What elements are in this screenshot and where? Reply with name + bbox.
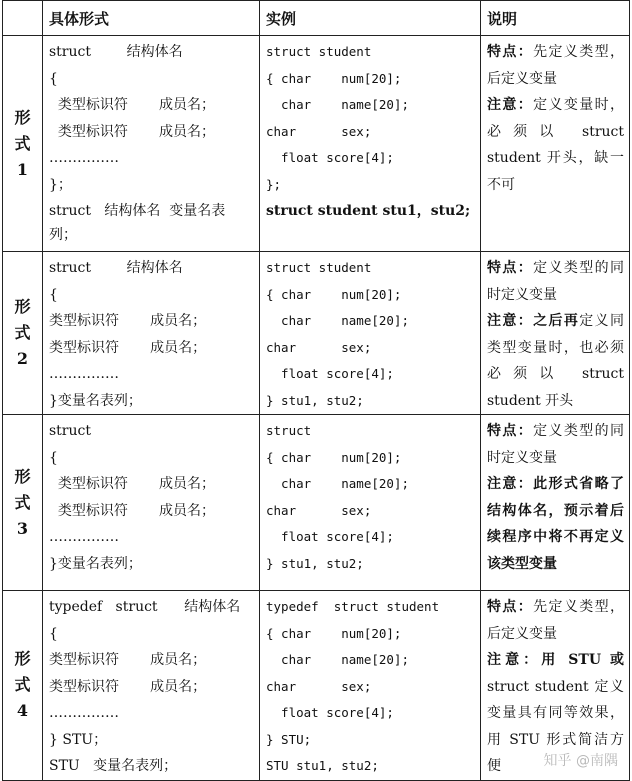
form-line: {	[49, 445, 253, 472]
code-line: float score[4];	[266, 700, 474, 727]
row-label	[3, 591, 43, 781]
header-blank	[3, 1, 43, 36]
form-line: struct 结构体名	[49, 255, 253, 282]
note-title: 特点：	[487, 44, 533, 60]
form-line: STU 变量名表列；	[49, 753, 253, 780]
example-cell	[260, 591, 481, 781]
row-label	[3, 415, 43, 591]
code-line: float score[4];	[266, 361, 474, 388]
note-title: 特点：	[487, 599, 533, 615]
code-line: } STU;	[266, 727, 474, 754]
row-label-char: 式	[3, 490, 42, 516]
code-line: float score[4];	[266, 524, 474, 551]
example-cell	[260, 36, 481, 252]
form-cell	[43, 36, 260, 252]
code-line: };	[266, 172, 474, 199]
code-line: { char num[20];	[266, 282, 474, 309]
note-title: 注意：	[487, 652, 541, 668]
note-text: 定义类型的同时定义变量	[487, 423, 624, 466]
code-line: struct student	[266, 255, 474, 282]
form-line: 列；	[49, 225, 253, 245]
code-line: char name[20];	[266, 647, 474, 674]
note-text: 定义变量时，必须以 struct student 开头，缺一不可	[487, 97, 624, 193]
struct-definition-table	[2, 0, 630, 781]
form-line: 类型标识符 成员名；	[49, 647, 253, 674]
row-label	[3, 36, 43, 252]
header-example: 实例	[260, 1, 481, 36]
code-line: char name[20];	[266, 308, 474, 335]
form-line: {	[49, 66, 253, 93]
code-line: { char num[20];	[266, 66, 474, 93]
row-label-char: 形	[3, 464, 42, 490]
form-line: ……………	[49, 700, 253, 727]
form-line: {	[49, 621, 253, 648]
row-label-char: 式	[3, 131, 42, 157]
table-row	[3, 591, 630, 781]
note-title: 注意：	[487, 476, 533, 492]
code-line: { char num[20];	[266, 621, 474, 648]
table-row	[3, 36, 630, 252]
watermark: 知乎 @南隅	[544, 750, 618, 770]
example-cell	[260, 252, 481, 415]
row-label-char: 式	[3, 672, 42, 698]
note-text: 定义同类型变量时，也必须必须以 struct student 开头	[487, 313, 624, 409]
row-label-char: 形	[3, 294, 42, 320]
code-line: char name[20];	[266, 92, 474, 119]
note-cell	[481, 252, 630, 415]
form-line: struct	[49, 418, 253, 445]
form-line: 类型标识符 成员名；	[49, 119, 253, 146]
table-row	[3, 415, 630, 591]
code-line: char sex;	[266, 498, 474, 525]
code-line: } stu1, stu2;	[266, 388, 474, 415]
form-line: 类型标识符 成员名；	[49, 92, 253, 119]
header-form: 具体形式	[43, 1, 260, 36]
note-emphasis: 用 STU 或	[541, 652, 624, 668]
note-text: struct student 定义变量具有同等效果，用 STU 形式简洁方便	[487, 679, 624, 775]
code-line: char sex;	[266, 674, 474, 701]
note-text: 先定义类型，后定义变量	[487, 599, 624, 642]
code-line: STU stu1, stu2;	[266, 753, 474, 780]
form-line: struct 结构体名 变量名表	[49, 198, 253, 225]
row-label-char: 4	[3, 698, 42, 724]
form-line: } STU；	[49, 727, 253, 754]
code-line: char sex;	[266, 335, 474, 362]
code-line: struct student	[266, 39, 474, 66]
form-line: }；	[49, 172, 253, 199]
form-line: 类型标识符 成员名；	[49, 471, 253, 498]
header-note: 说明	[481, 1, 630, 36]
code-line: char sex;	[266, 119, 474, 146]
note-title: 注意：	[487, 97, 533, 113]
note-emphasis: 此形式省略了结构体名，预示着后续程序中将不再定义该类型变量	[487, 476, 624, 572]
form-line: 类型标识符 成员名；	[49, 308, 253, 335]
code-line: struct student stu1，stu2;	[266, 198, 474, 225]
example-cell	[260, 415, 481, 591]
row-label-char: 式	[3, 320, 42, 346]
note-emphasis: 之后再	[533, 313, 579, 329]
form-line: ……………	[49, 361, 253, 388]
note-cell	[481, 415, 630, 591]
code-line: typedef struct student	[266, 594, 474, 621]
row-label-char: 1	[3, 157, 42, 183]
form-cell	[43, 252, 260, 415]
table-row	[3, 252, 630, 415]
code-line: char name[20];	[266, 471, 474, 498]
form-line: }变量名表列；	[49, 388, 253, 415]
code-line: struct	[266, 418, 474, 445]
form-line: typedef struct 结构体名	[49, 594, 253, 621]
code-line: float score[4];	[266, 145, 474, 172]
note-title: 注意：	[487, 313, 533, 329]
note-title: 特点：	[487, 423, 533, 439]
form-line: 类型标识符 成员名；	[49, 674, 253, 701]
form-line: struct 结构体名	[49, 39, 253, 66]
note-title: 特点：	[487, 260, 533, 276]
note-text: 先定义类型，后定义变量	[487, 44, 624, 87]
form-line: }变量名表列；	[49, 551, 253, 578]
row-label-char: 3	[3, 516, 42, 542]
header-row	[3, 1, 630, 36]
note-cell	[481, 36, 630, 252]
code-line: { char num[20];	[266, 445, 474, 472]
form-line: 类型标识符 成员名；	[49, 498, 253, 525]
form-line: {	[49, 282, 253, 309]
form-cell	[43, 591, 260, 781]
row-label	[3, 252, 43, 415]
row-label-char: 形	[3, 105, 42, 131]
form-line: 类型标识符 成员名；	[49, 335, 253, 362]
form-line: ……………	[49, 524, 253, 551]
row-label-char: 2	[3, 346, 42, 372]
row-label-char: 形	[3, 646, 42, 672]
form-line: ……………	[49, 145, 253, 172]
note-text: 定义类型的同时定义变量	[487, 260, 624, 303]
code-line: } stu1, stu2;	[266, 551, 474, 578]
form-cell	[43, 415, 260, 591]
